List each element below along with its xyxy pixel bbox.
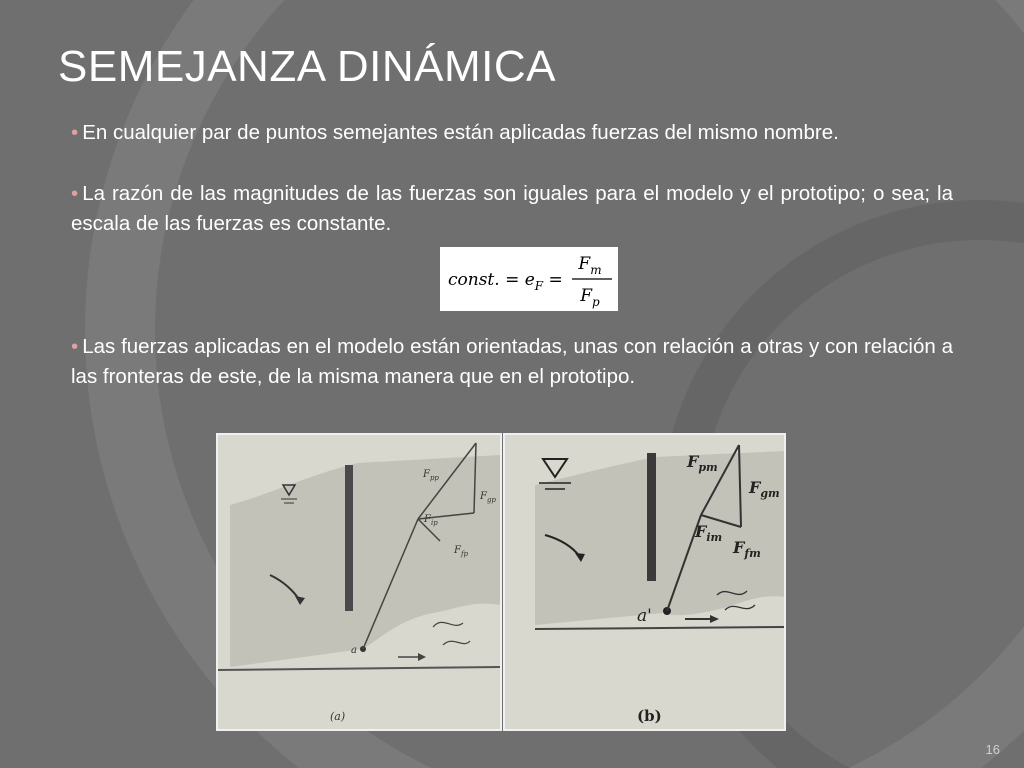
figure-b-model (503, 433, 786, 731)
bullet-marker: • (71, 182, 79, 205)
bullet-1 (71, 118, 953, 148)
equation-denominator: F (580, 286, 593, 306)
bullet-2 (71, 179, 953, 239)
equation-numerator: F (578, 254, 591, 274)
equation-denominator-sub: p (592, 295, 600, 309)
bullet-3 (71, 332, 953, 392)
bullet-2-text: La razón de las magnitudes de las fuerzas son iguales para el modelo y el prototipo; o sea; la escala de las fuerzas es constante. (71, 182, 953, 235)
equation-lhs: const. = e (448, 270, 535, 290)
equation-numerator-sub: m (590, 263, 602, 277)
svg-text:Fp (579, 286, 600, 309)
svg-text:Fgp: $F_{gp}$ (480, 491, 496, 504)
bullet-marker: • (71, 121, 79, 144)
bullet-marker: • (71, 335, 79, 358)
svg-text:Fm (577, 254, 601, 277)
point-a-prime-label: a' (637, 606, 652, 626)
svg-text:Fgm: $F_{gm}$ (749, 478, 780, 500)
svg-text:Ffm: $F_{fm}$ (733, 538, 761, 560)
point-a-label: a (351, 645, 357, 656)
figure-a-caption: (a) (330, 710, 346, 723)
page-number: 16 (985, 742, 1000, 757)
bullet-3-text: Las fuerzas aplicadas en el modelo están orientadas, unas con relación a otras y con relación a las fronteras de este, de la misma manera que en el prototipo. (71, 335, 953, 388)
gate-wall (345, 465, 353, 611)
equation-lhs-sub: F (534, 279, 544, 293)
svg-text:Ffp: $F_{fp}$ (454, 545, 469, 558)
figure-a-prototype (216, 433, 502, 731)
bullet-1-text: En cualquier par de puntos semejantes están aplicadas fuerzas del mismo nombre. (82, 121, 839, 144)
svg-text:Fim: $F_{im}$ (695, 522, 723, 544)
figure-b-caption: (b) (637, 707, 662, 725)
svg-text:Fpp: $F_{pp}$ (423, 469, 439, 482)
svg-text:Fpm: $F_{pm}$ (687, 452, 718, 474)
slide-title: SEMEJANZA DINÁMICA (58, 42, 556, 91)
gate-wall (647, 453, 656, 581)
force-scale-equation (440, 247, 618, 311)
svg-text:Fip: $F_{ip}$ (424, 514, 438, 527)
svg-text:const. = eF =: const. = $e_F$ = (448, 270, 563, 293)
